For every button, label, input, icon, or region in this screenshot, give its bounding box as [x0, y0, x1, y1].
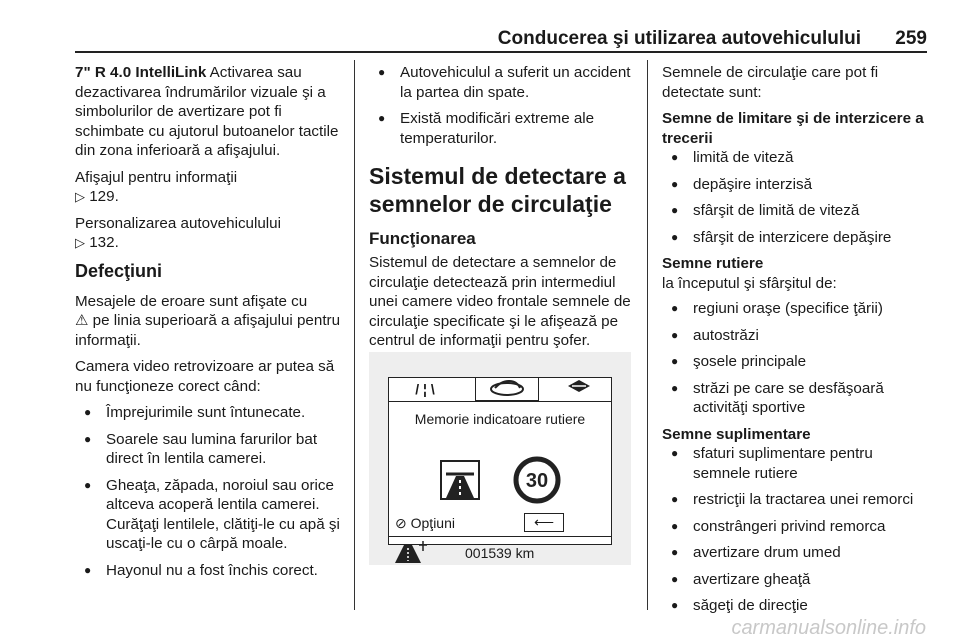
speed-limit-sign-icon	[513, 456, 561, 504]
error-message-paragraph	[75, 292, 347, 351]
info-display-panel	[388, 377, 612, 561]
memory-label: Memorie indicatoare rutiere	[414, 411, 586, 427]
intellilink-text: Activarea sau dezactivarea îndrumărilor vizuale şi a simbolurilor de avertizare pot fi schimbate cu ajutorul butoanelor tactile din zona inferioară a afişajului.	[75, 64, 339, 159]
list-item: ● Împrejurimile sunt întunecate.	[75, 403, 347, 423]
list-item: ● constrângeri privind remorca	[662, 517, 932, 537]
page-number: 259	[895, 28, 927, 49]
tab-divider	[389, 401, 611, 402]
watermark: carmanualsonline.info	[731, 617, 926, 639]
subheading-function: Funcţionarea	[369, 229, 476, 248]
display-figure	[369, 352, 631, 565]
camera-paragraph: Camera video retrovizoare ar putea să nu funcţioneze corect când:	[75, 358, 335, 395]
personalization-ref	[75, 214, 347, 253]
list-item: ● avertizare gheaţă	[662, 570, 932, 590]
list-item: ● depăşire interzisă	[662, 175, 932, 195]
subheading-road-signs: Semne rutiere	[662, 255, 764, 272]
tab-car-icon	[475, 378, 539, 401]
check-circle-icon: ⊘	[395, 515, 407, 531]
road-signs-intro: la începutul şi sfârşitul de:	[662, 274, 837, 292]
tab-lanes-icon: / ¦ \	[415, 381, 435, 397]
list-item: ● sfaturi suplimentare pentru semnele rutiere	[662, 444, 932, 483]
list-item: ● Gheaţa, zăpada, noroiul sau orice altceva acoperă lentila camerei. Curăţaţi lentilele, clătiţi-le cu apă şi uscaţi-le cu o cârpă moale.	[75, 476, 347, 554]
ref-text: Personalizarea autovehiculului	[75, 214, 282, 232]
list-item: ● Autovehiculul a suferit un accident la partea din spate.	[369, 63, 634, 102]
camera-conditions-list	[75, 403, 347, 580]
page-ref-arrow-icon: ▷	[75, 189, 85, 204]
function-paragraph: Sistemul de detectare a semnelor de circulaţie detectează prin intermediul unei camere video frontale semnele de circulaţie specificate şi le afişează pe centrul de informaţii pentru şofer.	[369, 254, 631, 349]
column-divider-1	[354, 60, 355, 610]
road-signs-list	[662, 299, 932, 418]
intro-paragraph: Semnele de circulaţie care pot fi detectate sunt:	[662, 64, 879, 101]
camera-conditions-list-cont	[369, 63, 634, 148]
column-1	[75, 63, 347, 587]
list-item: ● şosele principale	[662, 352, 932, 372]
info-display-ref	[75, 168, 347, 207]
ref-text: Afişajul pentru informaţii	[75, 168, 238, 186]
list-item: ● Hayonul nu a fost închis corect.	[75, 561, 347, 581]
page-header-title: Conducerea şi utilizarea autovehiculului	[497, 28, 861, 49]
section-heading-faults: Defecţiuni	[75, 260, 163, 281]
error-text-b: pe linia superioară a afişajului pentru informaţii.	[75, 312, 341, 349]
list-item: ● regiuni oraşe (specifice ţării)	[662, 299, 932, 319]
error-text-a: Mesajele de eroare sunt afişate cu	[75, 292, 308, 310]
list-item: ● avertizare drum umed	[662, 543, 932, 563]
warning-triangle-icon: ⚠	[75, 312, 89, 329]
column-3	[662, 63, 932, 623]
list-item: ● Soarele sau lumina farurilor bat direct în lentila camerei.	[75, 430, 347, 469]
list-item: ● restricţii la tractarea unei remorci	[662, 490, 932, 510]
options-button[interactable]	[395, 515, 455, 532]
list-item: ● limită de viteză	[662, 148, 932, 168]
display-tabs	[389, 378, 611, 400]
options-label: Opţiuni	[410, 515, 455, 531]
list-item: ● străzi pe care se desfăşoară activităţi sportive	[662, 379, 932, 418]
list-item: ● sfârşit de interzicere depăşire	[662, 228, 932, 248]
intellilink-title: 7" R 4.0 IntelliLink	[75, 64, 207, 81]
odometer: 001539 km	[465, 545, 535, 561]
list-item: ● sfârşit de limită de viteză	[662, 201, 932, 221]
speed-limit-value: 30	[525, 470, 549, 492]
page-ref-arrow-icon: ▷	[75, 235, 85, 250]
ref-page[interactable]: 132.	[89, 234, 119, 251]
ref-page[interactable]: 129.	[89, 188, 119, 205]
supplementary-signs-list	[662, 444, 932, 616]
traffic-sign-tab-icon	[566, 378, 592, 394]
list-item: ● Există modificări extreme ale temperaturilor.	[369, 109, 634, 148]
intellilink-paragraph	[75, 63, 347, 161]
header-rule	[75, 51, 927, 53]
section-heading-traffic-sign: Sistemul de detectare a semnelor de circulaţie	[369, 163, 626, 217]
back-arrow-icon: ⟵	[533, 514, 555, 530]
list-item: ● autostrăzi	[662, 326, 932, 346]
motorway-sign-icon	[440, 460, 480, 500]
motorway-status-icon	[393, 539, 427, 565]
list-item: ● săgeţi de direcţie	[662, 596, 932, 616]
status-divider	[389, 536, 611, 537]
subheading-supplementary-signs: Semne suplimentare	[662, 425, 811, 443]
column-divider-2	[647, 60, 648, 610]
column-2	[369, 63, 634, 358]
page-header	[75, 28, 927, 50]
tab-sign-icon	[559, 378, 599, 400]
car-icon	[487, 378, 527, 398]
subheading-restriction-signs: Semne de limitare şi de interzicere a trecerii	[662, 110, 924, 147]
restriction-signs-list	[662, 148, 932, 247]
back-button[interactable]	[524, 513, 564, 532]
